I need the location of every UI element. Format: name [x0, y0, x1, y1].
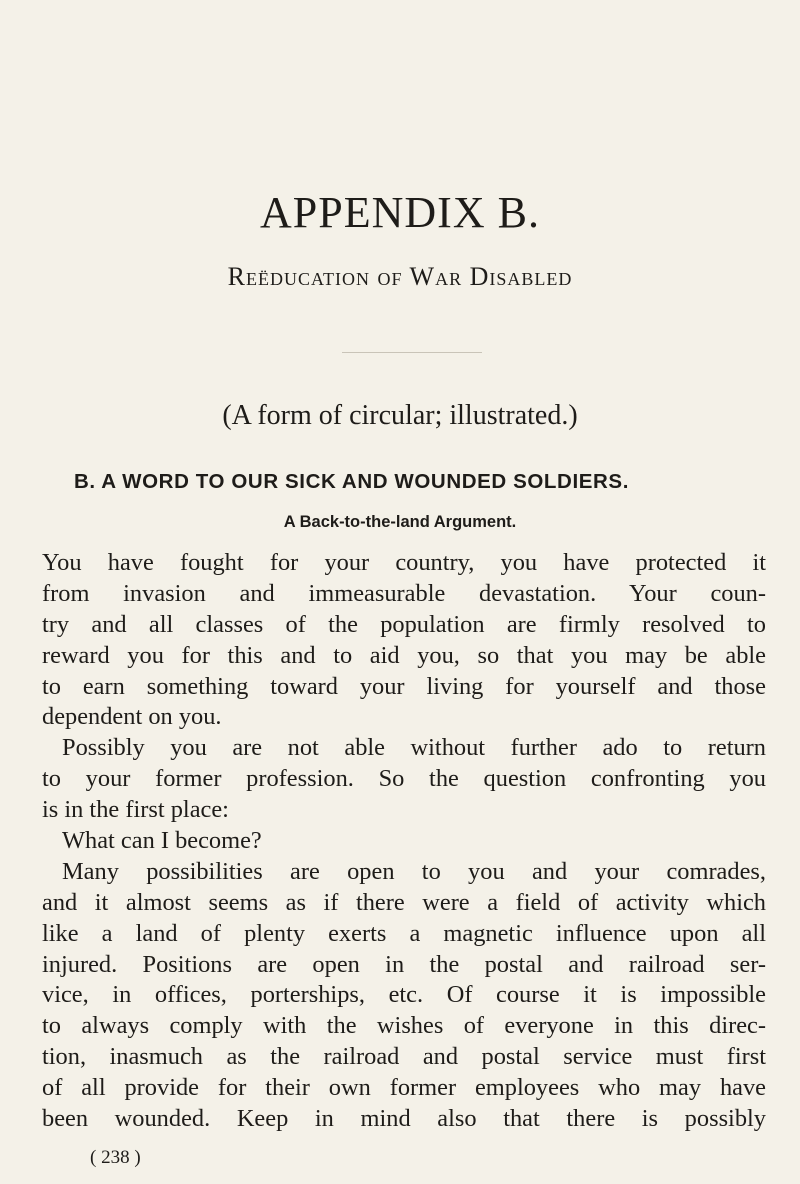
section-title: Reëducation of War Disabled	[227, 262, 573, 291]
body-line: tion, inasmuch as the railroad and postal service must first	[42, 1043, 766, 1071]
divider-rule	[342, 352, 482, 353]
body-line: What can I become?	[62, 827, 262, 855]
body-line: try and all classes of the population are firmly resolved to	[42, 610, 766, 638]
body-line: is in the first place:	[42, 796, 229, 824]
body-line: to your former profession. So the question confronting you	[42, 765, 766, 793]
body-line: like a land of plenty exerts a magnetic influence upon all	[42, 919, 766, 947]
body-line: and it almost seems as if there were a field of activity which	[42, 888, 766, 916]
body-line: Many possibilities are open to you and your comrades,	[62, 857, 766, 885]
body-line: from invasion and immeasurable devastation. Your coun-	[42, 579, 766, 607]
circular-subtitle: (A form of circular; illustrated.)	[222, 400, 578, 431]
circular-subheading: A Back-to-the-land Argument.	[283, 513, 517, 531]
body-line: injured. Positions are open in the postal and railroad ser-	[42, 950, 766, 978]
body-line: reward you for this and to aid you, so that you may be able	[42, 641, 766, 669]
body-line: to always comply with the wishes of everyone in this direc-	[42, 1012, 766, 1040]
circular-heading: B. A WORD TO OUR SICK AND WOUNDED SOLDIERS.	[74, 470, 630, 493]
body-line: Possibly you are not able without further ado to return	[62, 734, 766, 762]
appendix-title: APPENDIX B.	[260, 188, 540, 237]
body-line: dependent on you.	[42, 703, 222, 731]
body-line: to earn something toward your living for yourself and those	[42, 672, 766, 700]
page-number: ( 238 )	[90, 1147, 141, 1168]
body-line: of all provide for their own former employees who may have	[42, 1074, 766, 1102]
body-line: You have fought for your country, you have protected it	[42, 549, 766, 576]
body-line: vice, in offices, porterships, etc. Of course it is impossible	[42, 981, 766, 1009]
body-text	[42, 548, 766, 1135]
body-line: been wounded. Keep in mind also that there is possibly	[42, 1105, 766, 1133]
